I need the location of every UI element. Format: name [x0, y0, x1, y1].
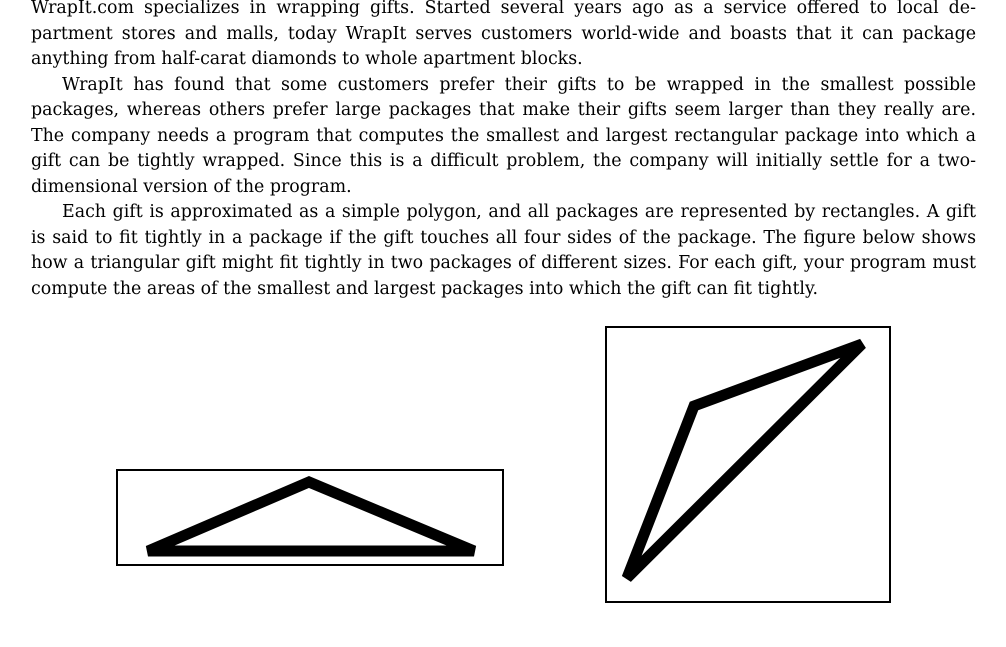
small-package: [117, 470, 503, 565]
paragraph-intro: WrapIt.com specializes in wrapping gifts. Started several years ago as a service offered to local department stores and malls, today WrapIt serves customers world-wide and boasts that it can package anything from half-carat diamonds to whole apartment blocks.: [31, 0, 976, 69]
large-package: [606, 327, 890, 602]
paragraph-definition: Each gift is approximated as a simple polygon, and all packages are represented by rectangles. A gift is said to fit tightly in a package if the gift touches all four sides of the package. The figure below shows how a triangular gift might fit tightly in two packages of different sizes. For each gift, your program must compute the areas of the smallest and largest packages into which the gift can fit tightly.: [31, 202, 976, 299]
large-package-triangle-gift: [627, 344, 862, 578]
small-package-triangle-gift: [148, 482, 474, 551]
paragraph-requirements: WrapIt has found that some customers prefer their gifts to be wrapped in the smallest possible packages, whereas others prefer large packages that make their gifts seem larger than they really are. The company needs a program that computes the smallest and largest rectangular package into which a gift can be tightly wrapped. Since this is a difficult problem, the company will initially settle for a two-dimensional version of the program.: [31, 74, 976, 197]
